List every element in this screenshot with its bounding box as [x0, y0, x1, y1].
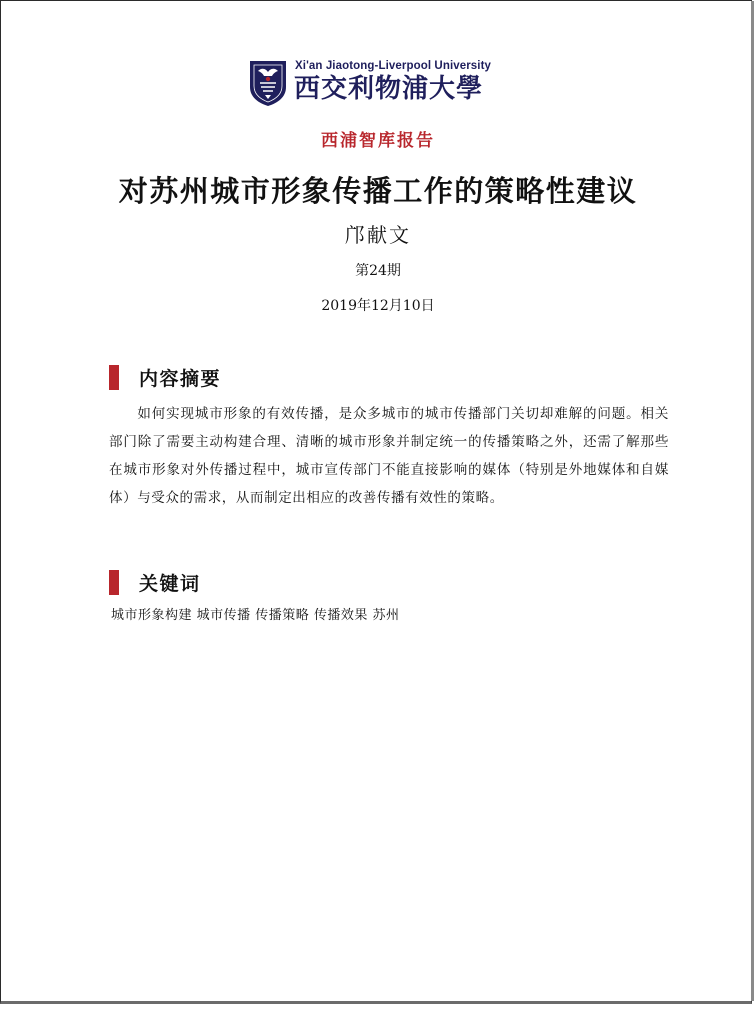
keywords-list: 城市形象构建 城市传播 传播策略 传播效果 苏州 [111, 608, 400, 623]
abstract-body: 如何实现城市形象的有效传播，是众多城市的城市传播部门关切却难解的问题。相关部门除了需要主动构建合理、清晰的城市形象并制定统一的传播策略之外，还需了解那些在城市形象对外传播过程中，城市宣传部门不能直接影响的媒体（特别是外地媒体和自媒体）与受众的需求，从而制定出相应的改善传播有效性的策略。 [109, 406, 669, 506]
section-marker-bar [109, 570, 119, 595]
keywords-heading-text: 关键词 [139, 572, 201, 595]
report-series: 西浦智库报告 [321, 131, 435, 151]
report-date: 2019年12月10日 [321, 298, 435, 314]
abstract-section-heading [109, 364, 221, 390]
report-issue: 第24期 [355, 263, 401, 279]
university-name-en: Xi'an Jiaotong-Liverpool University [295, 60, 492, 72]
report-title: 对苏州城市形象传播工作的策略性建议 [118, 174, 638, 208]
abstract-heading-text: 内容摘要 [139, 367, 222, 390]
keywords-section-heading [109, 569, 201, 595]
report-author: 邝献文 [345, 223, 411, 247]
section-marker-bar [109, 365, 119, 390]
university-name-cn: 西交利物浦大學 [294, 74, 484, 104]
university-logo [248, 58, 518, 108]
university-crest-icon [248, 59, 288, 107]
